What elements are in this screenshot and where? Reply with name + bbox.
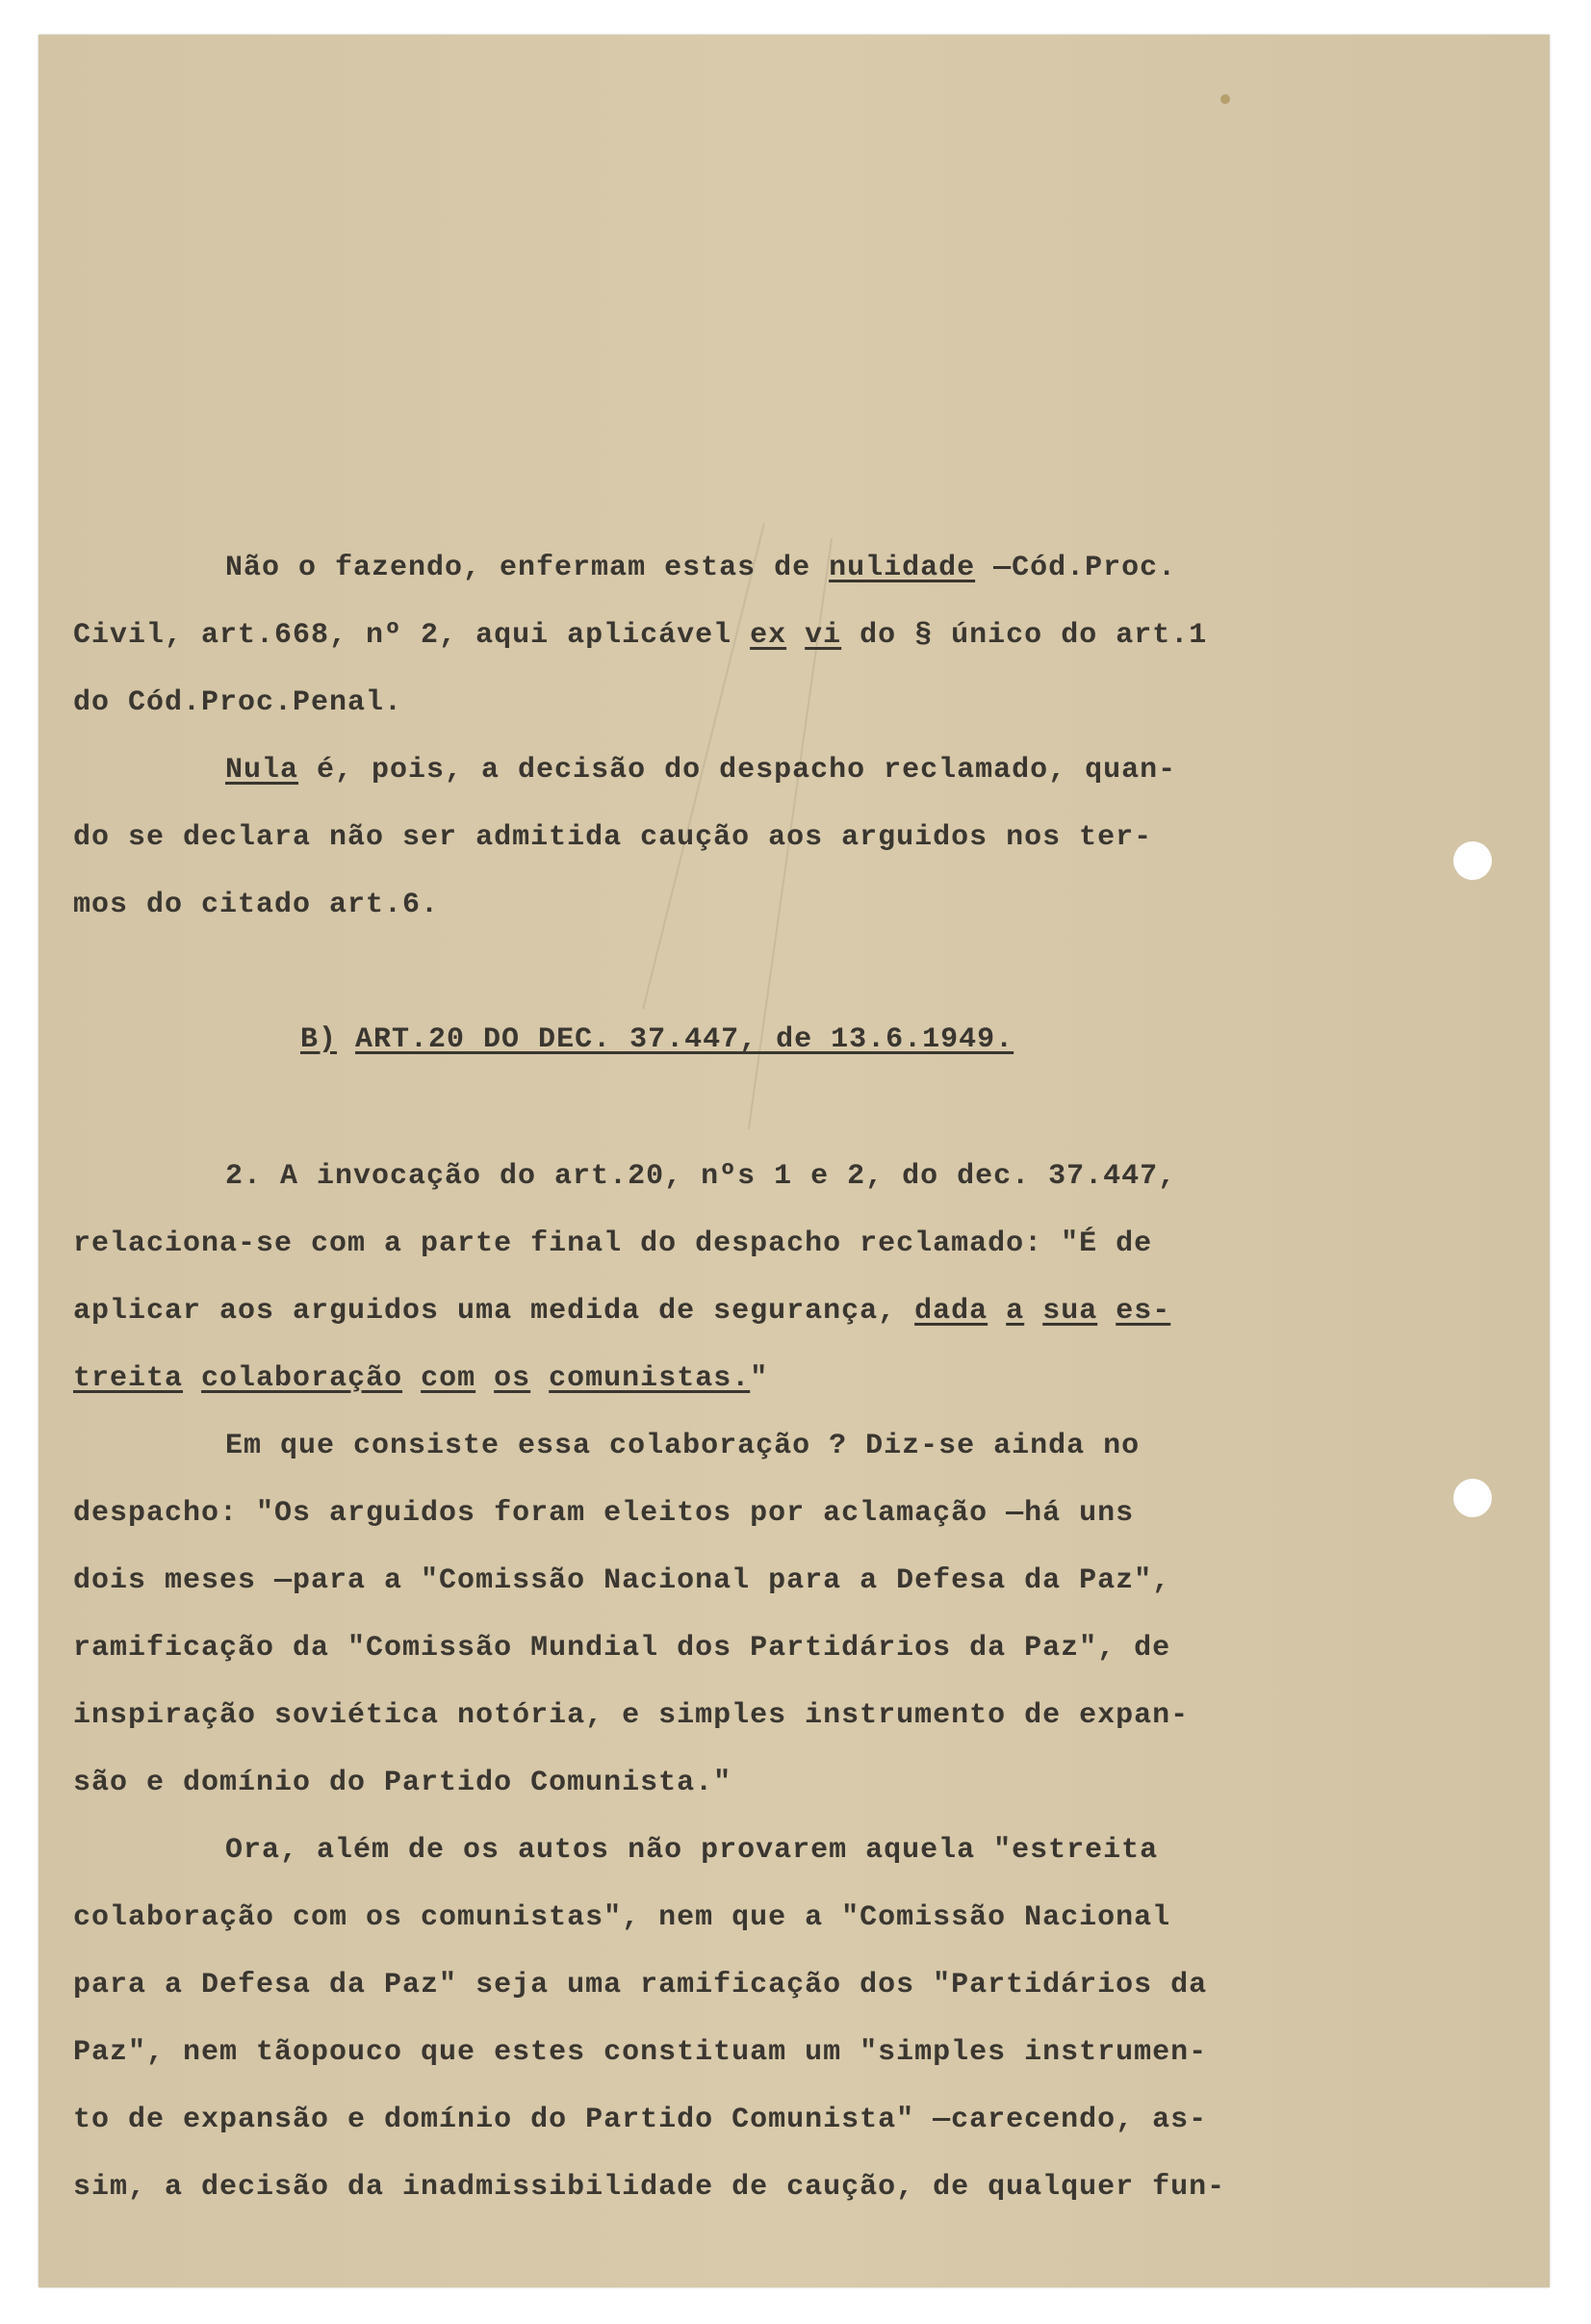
para5-line4: Paz", nem tãopouco que estes constituam um "simples instrumen- bbox=[73, 2036, 1208, 2069]
para3-line3: aplicar aos arguidos uma medida de segurança, dada a sua es- bbox=[73, 1295, 1171, 1328]
punch-hole bbox=[1453, 1479, 1492, 1517]
para5-line5: to de expansão e domínio do Partido Comunista" —carecendo, as- bbox=[73, 2104, 1208, 2136]
para4-line6: são e domínio do Partido Comunista." bbox=[73, 1767, 732, 1799]
para5-line2: colaboração com os comunistas", nem que a "Comissão Nacional bbox=[73, 1901, 1171, 1934]
para5-line1: Ora, além de os autos não provarem aquela "estreita bbox=[225, 1834, 1159, 1867]
para1-line3: do Cód.Proc.Penal. bbox=[73, 686, 403, 719]
para1-line1: Não o fazendo, enfermam estas de nulidade —Cód.Proc. bbox=[225, 552, 1177, 584]
para3-line1: 2. A invocação do art.20, nºs 1 e 2, do dec. 37.447, bbox=[225, 1160, 1177, 1193]
para2-line1: Nula é, pois, a decisão do despacho reclamado, quan- bbox=[225, 754, 1177, 787]
para2-line2: do se declara não ser admitida caução aos arguidos nos ter- bbox=[73, 821, 1153, 854]
para4-line2: despacho: "Os arguidos foram eleitos por aclamação —há uns bbox=[73, 1497, 1135, 1530]
para5-line3: para a Defesa da Paz" seja uma ramificação dos "Partidários da bbox=[73, 1969, 1208, 2001]
para4-line4: ramificação da "Comissão Mundial dos Partidários da Paz", de bbox=[73, 1632, 1171, 1665]
para3-line2: relaciona-se com a parte final do despacho reclamado: "É de bbox=[73, 1227, 1153, 1260]
para4-line5: inspiração soviética notória, e simples instrumento de expan- bbox=[73, 1699, 1190, 1732]
paper-stain bbox=[1220, 94, 1230, 104]
para4-line1: Em que consiste essa colaboração ? Diz-se ainda no bbox=[225, 1430, 1141, 1462]
para1-line2: Civil, art.668, nº 2, aqui aplicável ex vi do § único do art.1 bbox=[73, 619, 1208, 652]
document-page bbox=[38, 35, 1550, 2287]
section-heading: B) ART.20 DO DEC. 37.447, de 13.6.1949. bbox=[300, 1023, 1014, 1056]
para3-line4: treita colaboração com os comunistas." bbox=[73, 1362, 769, 1395]
punch-hole bbox=[1453, 841, 1492, 880]
para4-line3: dois meses —para a "Comissão Nacional para a Defesa da Paz", bbox=[73, 1564, 1171, 1597]
para5-line6: sim, a decisão da inadmissibilidade de caução, de qualquer fun- bbox=[73, 2171, 1226, 2204]
para2-line3: mos do citado art.6. bbox=[73, 889, 440, 921]
